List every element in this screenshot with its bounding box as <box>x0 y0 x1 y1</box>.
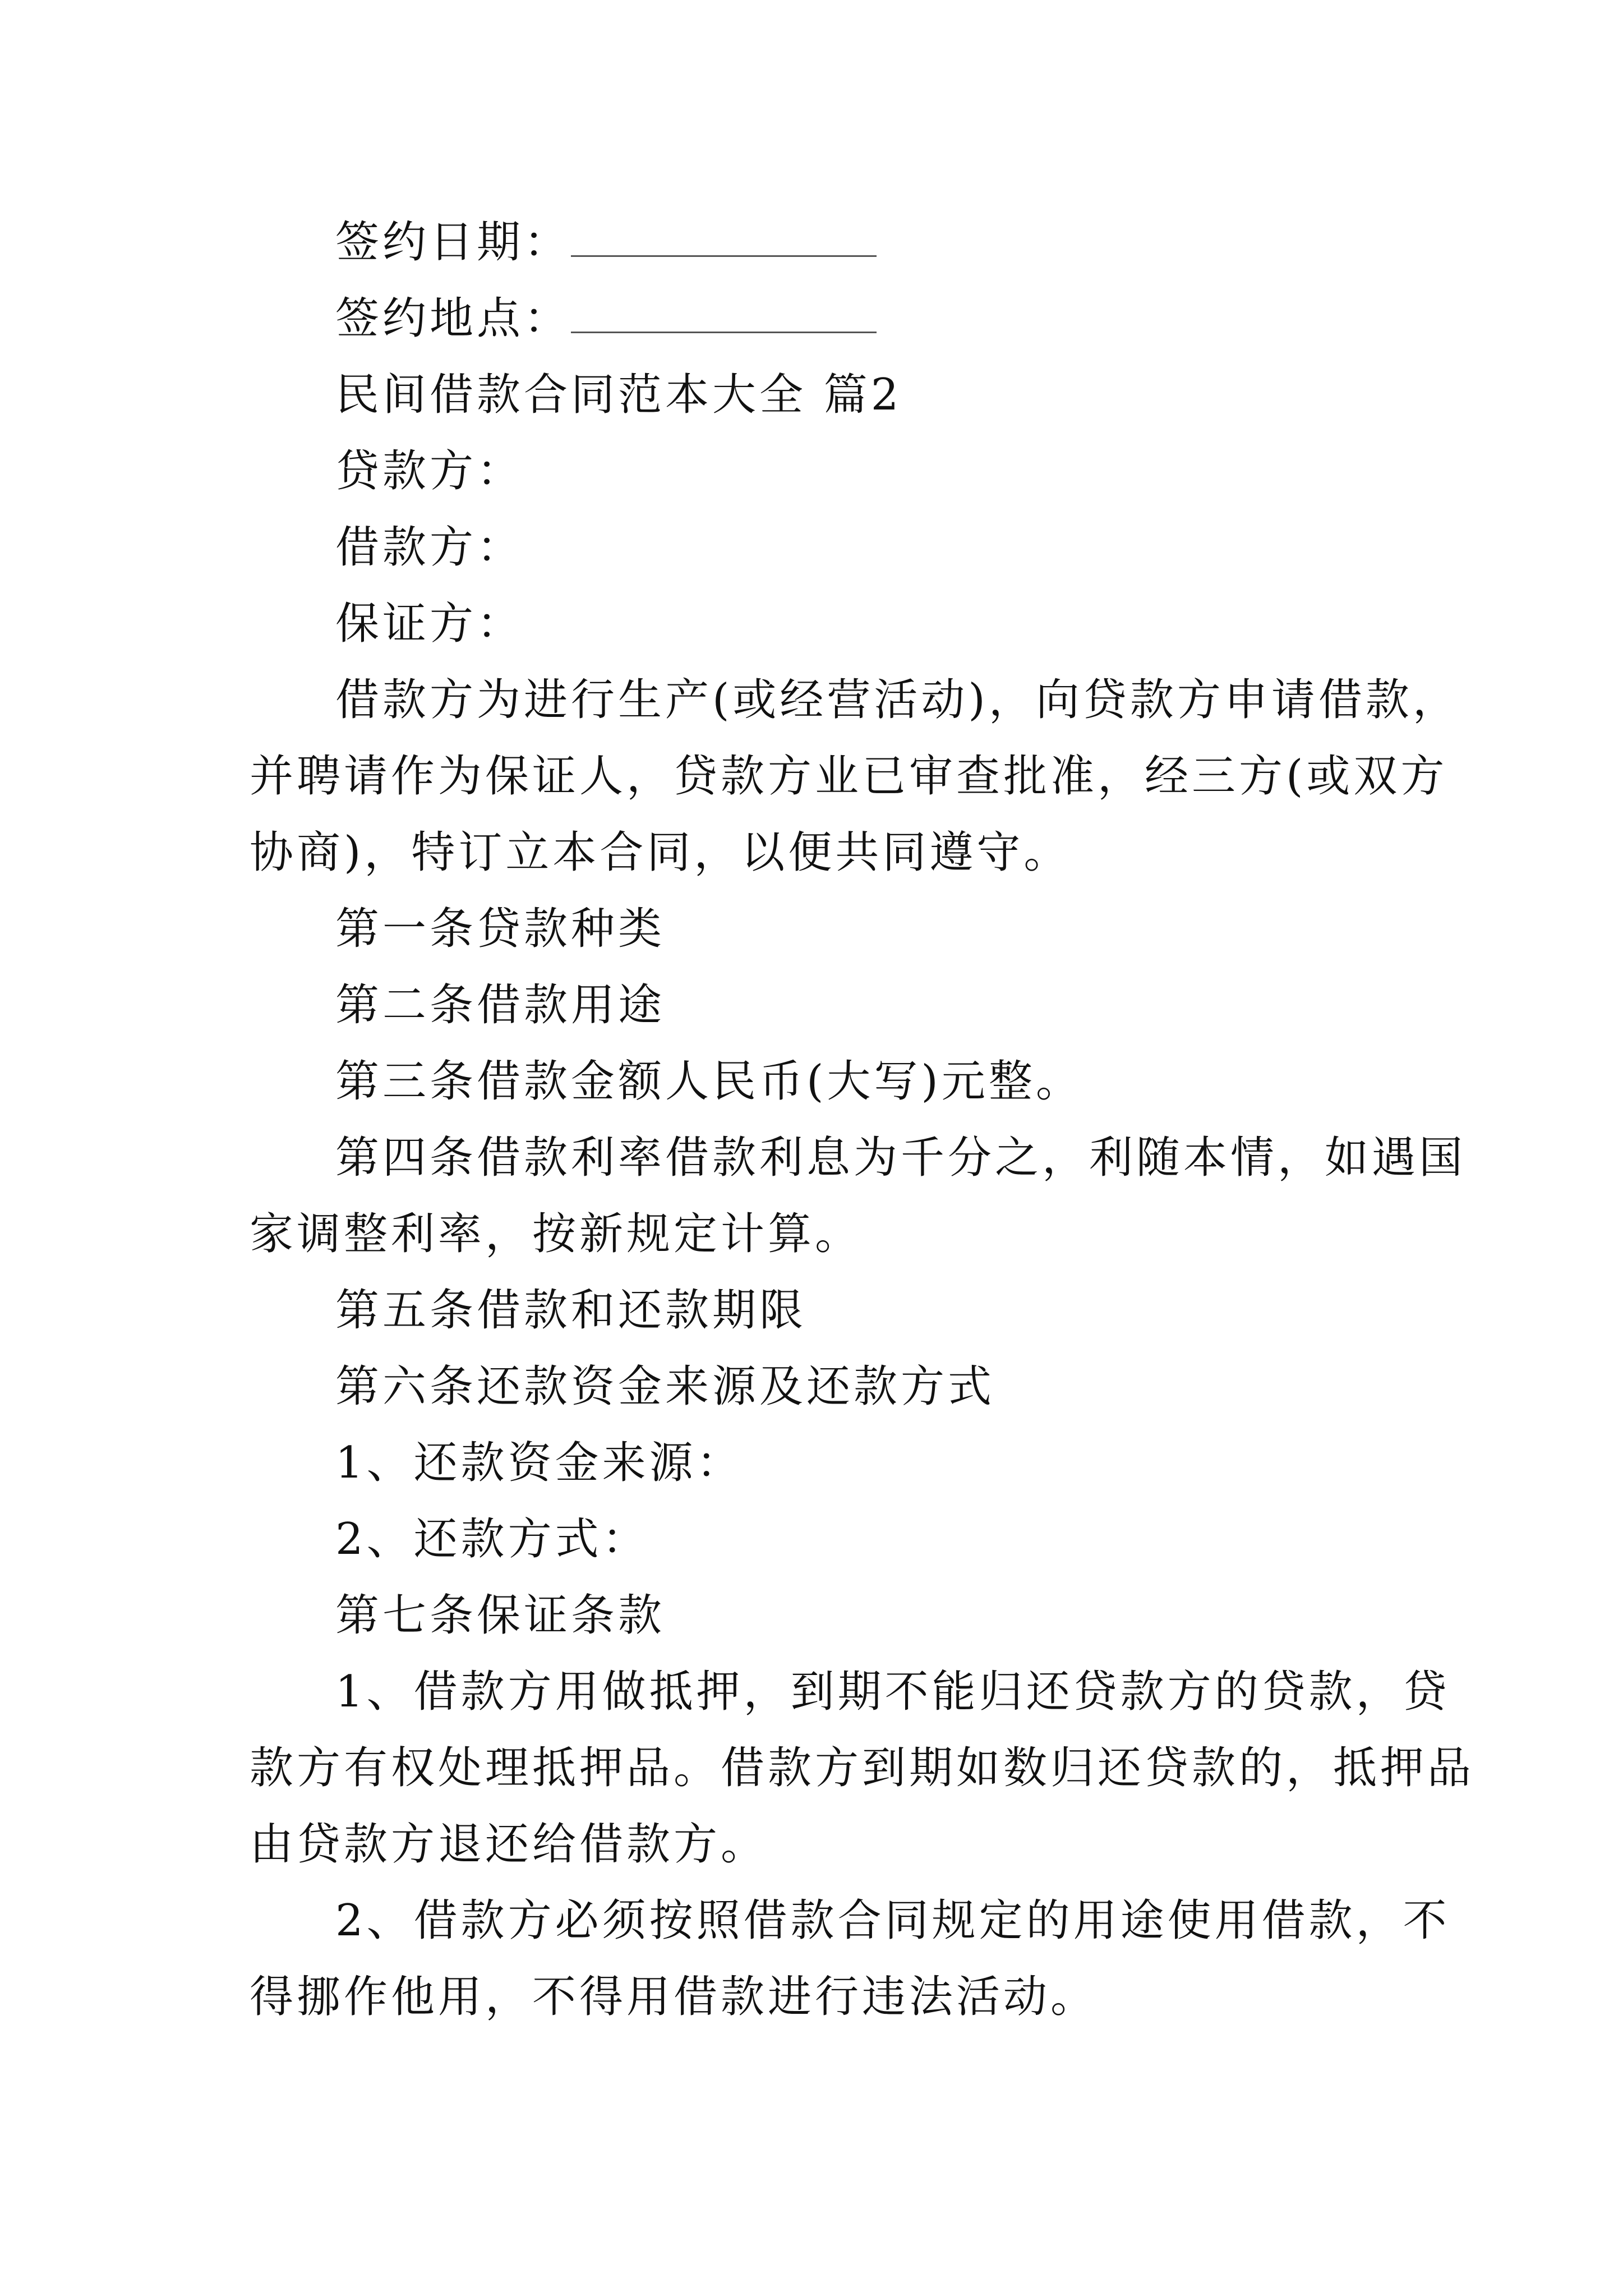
sign-date-label: 签约日期： <box>335 217 571 268</box>
article-7-item-1-line-3: 由贷款方退还给借款方。 <box>250 1819 768 1870</box>
guarantor-label: 保证方： <box>335 599 524 649</box>
article-4-line-1: 第四条借款利率借款利息为千分之，利随本情，如遇国 <box>335 1133 1467 1183</box>
article-7: 第七条保证条款 <box>335 1590 666 1641</box>
sign-place-line <box>335 291 877 347</box>
article-6-item-2: 2、还款方式： <box>335 1514 649 1565</box>
intro-line-2: 并聘请作为保证人，贷款方业已审查批准，经三方(或双方 <box>250 751 1448 802</box>
sign-date-blank <box>571 222 877 257</box>
lender-label: 贷款方： <box>335 446 524 496</box>
sign-place-blank <box>571 298 877 333</box>
article-3: 第三条借款金额人民币(大写)元整。 <box>335 1056 1083 1107</box>
intro-line-1: 借款方为进行生产(或经营活动)，向贷款方申请借款， <box>335 675 1460 725</box>
article-7-item-2-line-1: 2、借款方必须按照借款合同规定的用途使用借款，不 <box>335 1895 1450 1946</box>
section-title: 民间借款合同范本大全 篇2 <box>335 370 902 420</box>
article-5: 第五条借款和还款期限 <box>335 1285 807 1336</box>
article-2: 第二条借款用途 <box>335 980 666 1030</box>
borrower-label: 借款方： <box>335 522 524 573</box>
article-4-line-2: 家调整利率，按新规定计算。 <box>250 1209 863 1259</box>
article-7-item-1-line-1: 1、借款方用做抵押，到期不能归还贷款方的贷款，贷 <box>335 1667 1450 1717</box>
article-6: 第六条还款资金来源及还款方式 <box>335 1361 995 1412</box>
article-7-item-2-line-2: 得挪作他用，不得用借款进行违法活动。 <box>250 1972 1098 2022</box>
intro-line-3: 协商)，特订立本合同，以便共同遵守。 <box>250 827 1071 878</box>
article-6-item-1: 1、还款资金来源： <box>335 1438 744 1488</box>
sign-date-line <box>335 214 877 270</box>
article-7-item-1-line-2: 款方有权处理抵押品。借款方到期如数归还贷款的，抵押品 <box>250 1743 1475 1793</box>
sign-place-label: 签约地点： <box>335 293 571 344</box>
article-1: 第一条贷款种类 <box>335 904 666 954</box>
